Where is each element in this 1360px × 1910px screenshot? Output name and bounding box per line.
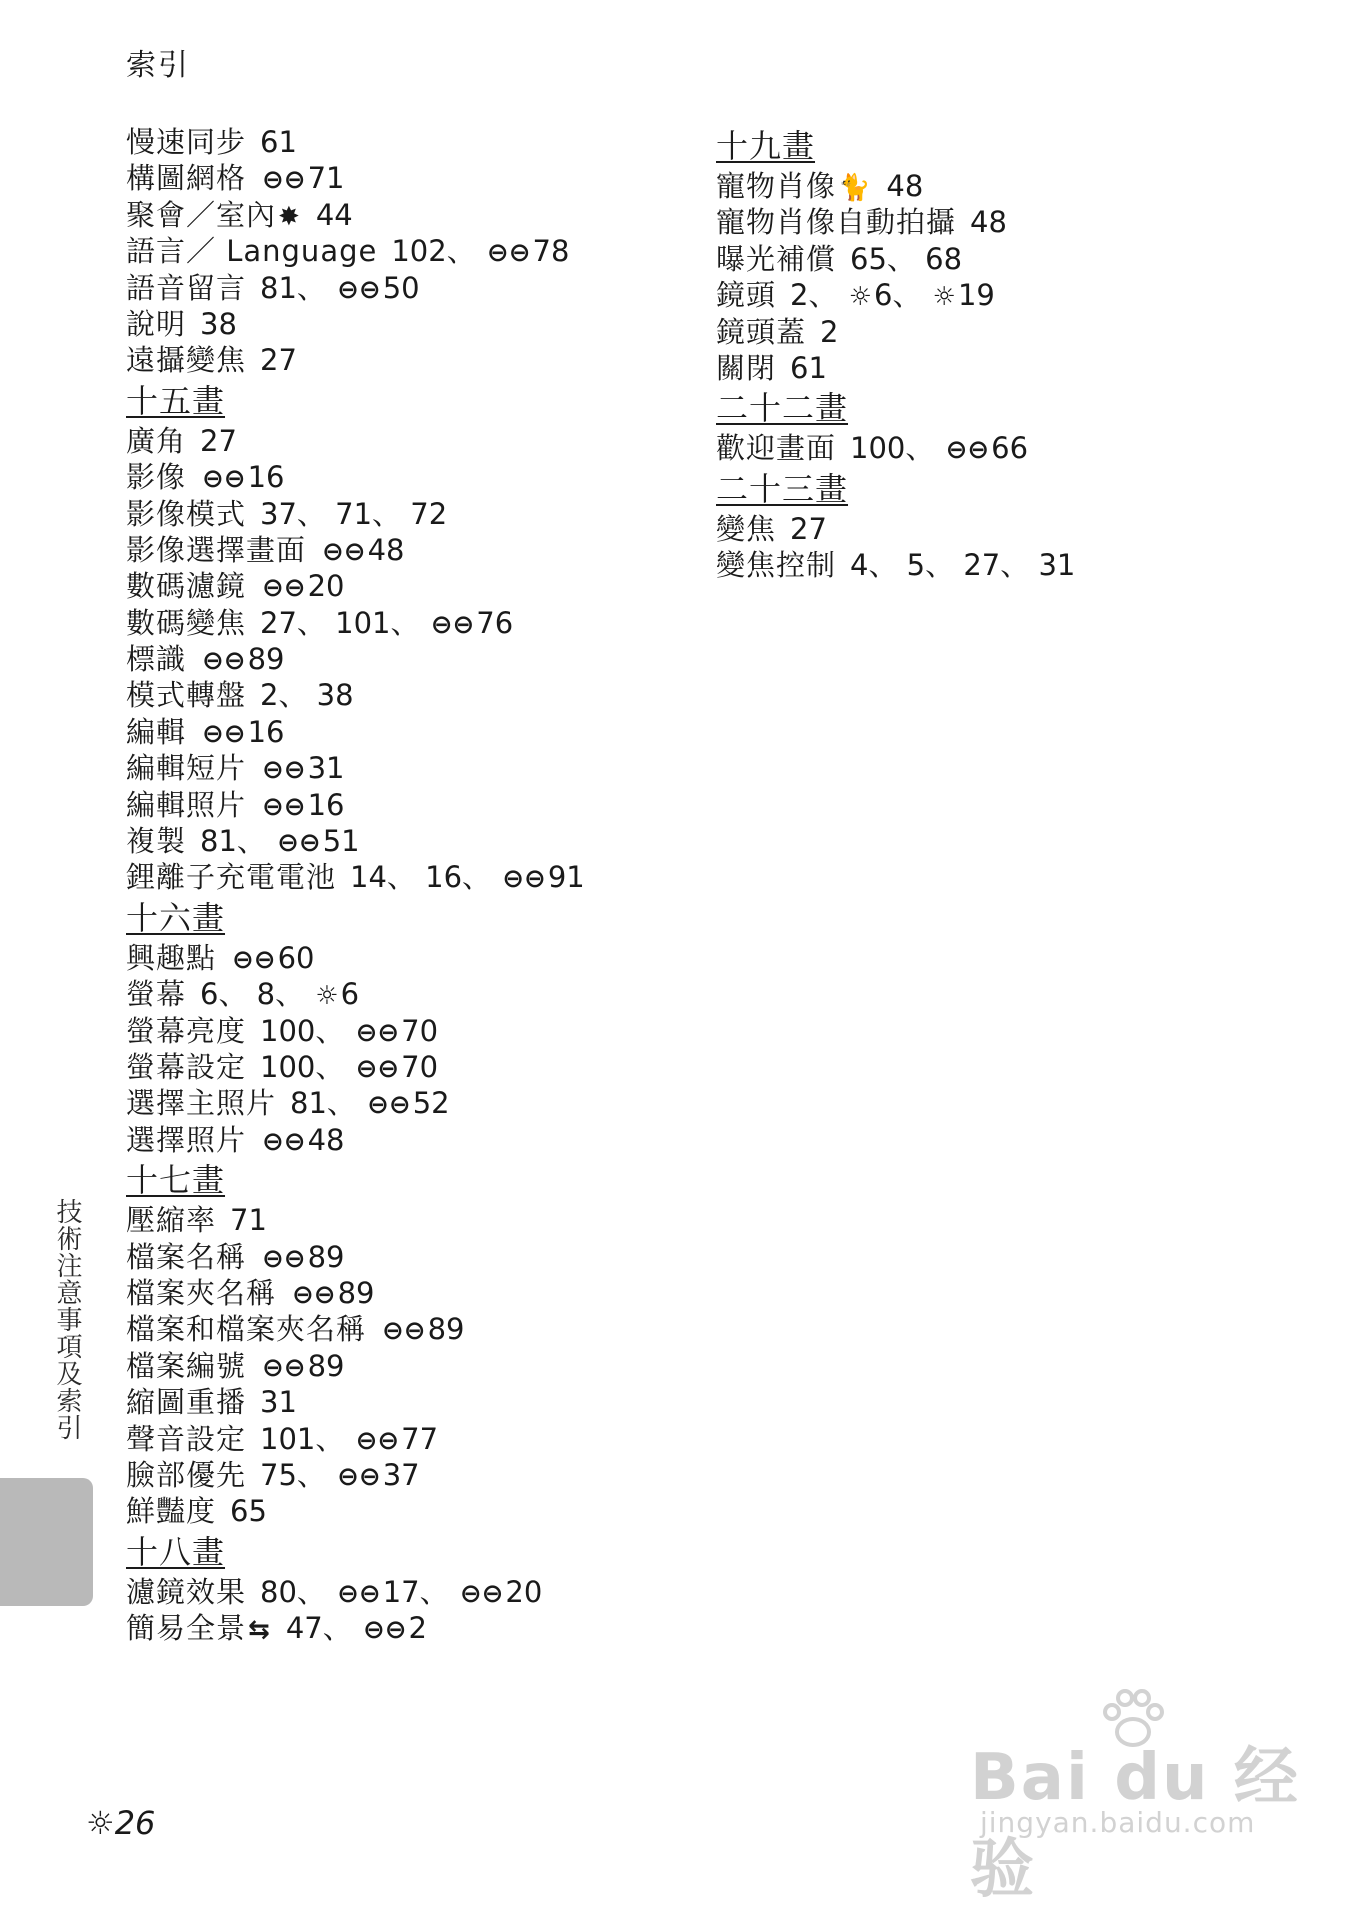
- reference-icon: ⊖⊖: [202, 646, 246, 677]
- reference-icon: ⊖⊖: [322, 536, 366, 567]
- entry-term: 檔案編號: [126, 1348, 247, 1383]
- entry-pages: 27: [790, 511, 827, 546]
- entry-pages: ⊖⊖60: [230, 941, 314, 975]
- entry-pages: 101、 ⊖⊖77: [260, 1422, 438, 1456]
- section-heading: 二十二畫: [716, 389, 849, 428]
- index-column-left: [126, 124, 686, 1646]
- entry-term: 慢速同步: [126, 125, 247, 159]
- entry-pages: ⊖⊖48: [320, 533, 404, 567]
- index-entry[interactable]: [126, 1574, 686, 1610]
- watermark-url: jingyan.baidu.com: [980, 1806, 1256, 1839]
- entry-term: 簡易全景: [126, 1611, 247, 1646]
- reference-icon: ⊖⊖: [367, 1090, 411, 1121]
- index-section: [126, 898, 686, 1158]
- index-entry[interactable]: [126, 859, 686, 895]
- entry-pages: 2、 38: [260, 678, 354, 713]
- entry-term: 廣角: [126, 423, 187, 458]
- entry-pages: ⊖⊖16: [200, 715, 284, 749]
- reference-icon: ⊖⊖: [202, 464, 246, 495]
- index-entry[interactable]: [126, 197, 686, 233]
- index-entry[interactable]: [126, 823, 686, 859]
- reference-icon: ⊖⊖: [502, 864, 546, 895]
- entry-term: 螢幕: [126, 977, 187, 1012]
- page-header: 索引: [126, 48, 190, 83]
- index-entry[interactable]: [126, 1457, 686, 1493]
- entry-term: 數碼濾鏡: [126, 569, 247, 604]
- entry-pages: 65、 68: [850, 241, 963, 276]
- index-entry[interactable]: [126, 1202, 686, 1238]
- index-section: [126, 1532, 686, 1647]
- entry-pages: 2、 ☼6、 ☼19: [790, 278, 995, 312]
- entry-pages: 6、 8、 ☼6: [200, 977, 359, 1011]
- reference-icon: ⊖⊖: [262, 573, 306, 604]
- entry-term: 編輯照片: [126, 787, 247, 822]
- entry-pages: ⊖⊖31: [260, 751, 344, 785]
- entry-term: 選擇主照片: [126, 1086, 277, 1121]
- index-entry[interactable]: [126, 270, 686, 306]
- index-entry[interactable]: [126, 124, 686, 160]
- reference-icon: ⊖⊖: [355, 1053, 400, 1084]
- entry-term: 影像模式: [126, 496, 247, 531]
- entry-pages: 75、 ⊖⊖37: [260, 1458, 420, 1492]
- index-entry[interactable]: [126, 1610, 686, 1646]
- index-entry[interactable]: [126, 1085, 686, 1121]
- index-entry[interactable]: [126, 1013, 686, 1049]
- section-heading: 十七畫: [126, 1161, 226, 1200]
- entry-pages: ⊖⊖48: [260, 1123, 344, 1157]
- index-entry[interactable]: [126, 342, 686, 378]
- entry-term: 說明: [126, 306, 187, 341]
- party-indoor-icon: ✸: [278, 201, 300, 232]
- entry-term: 編輯: [126, 714, 187, 749]
- entry-pages: ⊖⊖89: [200, 642, 284, 676]
- entry-term: 構圖網格: [126, 161, 247, 196]
- entry-pages: 100、 ⊖⊖70: [260, 1014, 438, 1048]
- entry-term: 鏡頭: [716, 278, 777, 313]
- index-entry[interactable]: [126, 1049, 686, 1085]
- entry-pages: 81、 ⊖⊖52: [290, 1086, 450, 1120]
- index-entry[interactable]: [126, 605, 686, 641]
- entry-pages: 4、 5、 27、 31: [850, 548, 1076, 583]
- entry-term: 數碼變焦: [126, 605, 247, 640]
- entry-term: 鋰離子充電電池: [126, 860, 337, 895]
- index-entry[interactable]: [126, 233, 686, 269]
- entry-term: 壓縮率: [126, 1203, 217, 1238]
- entry-pages: ⊖⊖89: [380, 1312, 464, 1346]
- entry-pages: 47、 ⊖⊖2: [286, 1611, 427, 1645]
- entry-pages: ⊖⊖20: [260, 569, 344, 603]
- entry-term: 複製: [126, 824, 187, 859]
- tip-icon: ☼: [315, 981, 339, 1012]
- entry-pages: ⊖⊖89: [290, 1276, 374, 1310]
- reference-icon: ⊖⊖: [486, 238, 531, 269]
- entry-pages: 44: [315, 197, 353, 232]
- entry-term: 螢幕亮度: [126, 1013, 247, 1048]
- index-entry[interactable]: [126, 750, 686, 786]
- section-heading: 二十三畫: [716, 469, 849, 508]
- entry-term: 標識: [126, 642, 187, 677]
- index-column-right: [716, 124, 1276, 584]
- index-entry[interactable]: [126, 459, 686, 495]
- entry-pages: 81、 ⊖⊖51: [200, 824, 360, 858]
- section-heading: 十六畫: [126, 898, 226, 937]
- entry-term: 選擇照片: [126, 1122, 247, 1157]
- entry-term: 螢幕設定: [126, 1049, 247, 1084]
- entry-pages: ⊖⊖16: [260, 788, 344, 822]
- index-section: [716, 126, 1276, 386]
- index-entry[interactable]: [126, 306, 686, 342]
- entry-term: 寵物肖像: [716, 169, 837, 203]
- reference-icon: ⊖⊖: [382, 1316, 426, 1347]
- index-entry[interactable]: [126, 160, 686, 196]
- index-entry[interactable]: [716, 314, 1276, 350]
- entry-term: 關閉: [716, 350, 777, 385]
- index-entry[interactable]: [126, 1384, 686, 1420]
- index-entry[interactable]: [716, 547, 1276, 583]
- watermark-brand: Bai du 经验: [970, 1741, 1300, 1907]
- reference-icon: ⊖⊖: [262, 791, 306, 822]
- entry-pages: 71: [230, 1203, 267, 1238]
- index-entry[interactable]: [716, 168, 1276, 204]
- index-section: [716, 469, 1276, 584]
- entry-pages: 65: [230, 1494, 267, 1529]
- index-entry[interactable]: [126, 423, 686, 459]
- index-entry[interactable]: [716, 430, 1276, 466]
- entry-term: 變焦控制: [716, 548, 837, 583]
- entry-pages: 14、 16、 ⊖⊖91: [350, 860, 585, 894]
- entry-pages: ⊖⊖16: [200, 460, 284, 494]
- index-entry[interactable]: [126, 1275, 686, 1311]
- entry-pages: 27: [260, 343, 297, 378]
- entry-pages: 100、 ⊖⊖70: [260, 1050, 438, 1084]
- pet-portrait-icon: 🐈: [838, 173, 871, 203]
- index-section: [126, 1160, 686, 1530]
- reference-icon: ⊖⊖: [262, 165, 306, 196]
- index-entry[interactable]: [126, 568, 686, 604]
- entry-term: 語言／ Language: [126, 234, 378, 269]
- reference-icon: ⊖⊖: [262, 1352, 306, 1383]
- entry-pages: 48: [886, 169, 924, 203]
- entry-term: 聲音設定: [126, 1421, 247, 1456]
- reference-icon: ⊖⊖: [202, 718, 246, 749]
- index-section: [126, 381, 686, 896]
- reference-icon: ⊖⊖: [945, 435, 990, 466]
- reference-icon: ⊖⊖: [262, 1243, 306, 1274]
- entry-pages: 80、 ⊖⊖17、 ⊖⊖20: [260, 1575, 542, 1609]
- entry-term: 變焦: [716, 511, 777, 546]
- index-entry[interactable]: [126, 641, 686, 677]
- easy-panorama-icon: ⇆: [248, 1615, 270, 1646]
- entry-pages: 27、 101、 ⊖⊖76: [260, 606, 513, 640]
- entry-term: 檔案名稱: [126, 1239, 247, 1274]
- entry-term: 鏡頭蓋: [716, 314, 807, 349]
- reference-icon: ⊖⊖: [277, 828, 321, 859]
- index-entry[interactable]: [126, 1493, 686, 1529]
- index-entry[interactable]: [126, 940, 686, 976]
- entry-pages: 27: [200, 423, 237, 458]
- entry-pages: 102、 ⊖⊖78: [391, 234, 569, 268]
- index-entry[interactable]: [716, 204, 1276, 240]
- page-number: [86, 1804, 155, 1842]
- entry-term: 影像: [126, 460, 187, 495]
- entry-pages: 81、 ⊖⊖50: [260, 271, 420, 305]
- index-entry[interactable]: [126, 714, 686, 750]
- entry-pages: 61: [260, 125, 297, 159]
- entry-term: 興趣點: [126, 940, 217, 975]
- reference-icon: ⊖⊖: [430, 609, 475, 640]
- sidebar-section-label: 技術注意事項及索引: [52, 1198, 82, 1441]
- tip-icon: ☼: [848, 282, 872, 313]
- entry-pages: 38: [200, 306, 237, 341]
- index-entry[interactable]: [716, 241, 1276, 277]
- entry-term: 曝光補償: [716, 241, 837, 276]
- reference-icon: ⊖⊖: [292, 1279, 336, 1310]
- entry-pages: ⊖⊖71: [260, 161, 344, 195]
- entry-pages: 37、 71、 72: [260, 496, 448, 531]
- entry-pages: 61: [790, 350, 827, 385]
- index-entry[interactable]: [126, 1122, 686, 1158]
- tip-icon: ☼: [86, 1804, 115, 1842]
- entry-term: 語音留言: [126, 270, 247, 305]
- entry-pages: ⊖⊖89: [260, 1349, 344, 1383]
- index-section: [126, 124, 686, 379]
- index-entry[interactable]: [126, 1311, 686, 1347]
- index-entry[interactable]: [126, 496, 686, 532]
- entry-pages: 100、 ⊖⊖66: [850, 431, 1028, 465]
- entry-pages: 31: [260, 1385, 297, 1420]
- tip-icon: ☼: [932, 282, 956, 313]
- entry-term: 濾鏡效果: [126, 1574, 247, 1609]
- entry-term: 遠攝變焦: [126, 343, 247, 378]
- entry-term: 縮圖重播: [126, 1385, 247, 1420]
- index-section: [716, 388, 1276, 466]
- reference-icon: ⊖⊖: [337, 274, 381, 305]
- reference-icon: ⊖⊖: [355, 1425, 400, 1456]
- index-entry[interactable]: [126, 1421, 686, 1457]
- entry-pages: ⊖⊖89: [260, 1240, 344, 1274]
- section-heading: 十九畫: [716, 127, 816, 165]
- reference-icon: ⊖⊖: [459, 1578, 504, 1609]
- index-entry[interactable]: [126, 677, 686, 713]
- reference-icon: ⊖⊖: [355, 1017, 400, 1048]
- entry-term: 寵物肖像自動拍攝: [716, 205, 957, 240]
- reference-icon: ⊖⊖: [337, 1461, 381, 1492]
- entry-term: 編輯短片: [126, 751, 247, 786]
- page-number-value: 26: [114, 1804, 156, 1842]
- section-heading: 十八畫: [126, 1532, 226, 1571]
- reference-icon: ⊖⊖: [262, 1126, 306, 1157]
- index-entry[interactable]: [126, 787, 686, 823]
- index-entry[interactable]: [126, 532, 686, 568]
- entry-term: 鮮豔度: [126, 1494, 217, 1529]
- entry-term: 臉部優先: [126, 1457, 247, 1492]
- entry-term: 影像選擇畫面: [126, 532, 307, 567]
- index-entry[interactable]: [716, 511, 1276, 547]
- entry-term: 聚會／室內: [126, 197, 277, 232]
- section-heading: 十五畫: [126, 381, 226, 420]
- reference-icon: ⊖⊖: [262, 755, 306, 786]
- entry-term: 檔案夾名稱: [126, 1275, 277, 1310]
- reference-icon: ⊖⊖: [337, 1578, 381, 1609]
- entry-pages: 48: [970, 205, 1007, 240]
- entry-term: 歡迎畫面: [716, 431, 837, 466]
- index-entry[interactable]: [126, 1239, 686, 1275]
- reference-icon: ⊖⊖: [362, 1615, 407, 1646]
- watermark: [970, 1686, 1300, 1907]
- entry-pages: 2: [820, 314, 839, 349]
- index-entry[interactable]: [126, 1348, 686, 1384]
- index-entry[interactable]: [126, 976, 686, 1012]
- index-entry[interactable]: [716, 350, 1276, 386]
- entry-term: 檔案和檔案夾名稱: [126, 1312, 367, 1347]
- reference-icon: ⊖⊖: [232, 944, 276, 975]
- index-entry[interactable]: [716, 277, 1276, 313]
- entry-term: 模式轉盤: [126, 678, 247, 713]
